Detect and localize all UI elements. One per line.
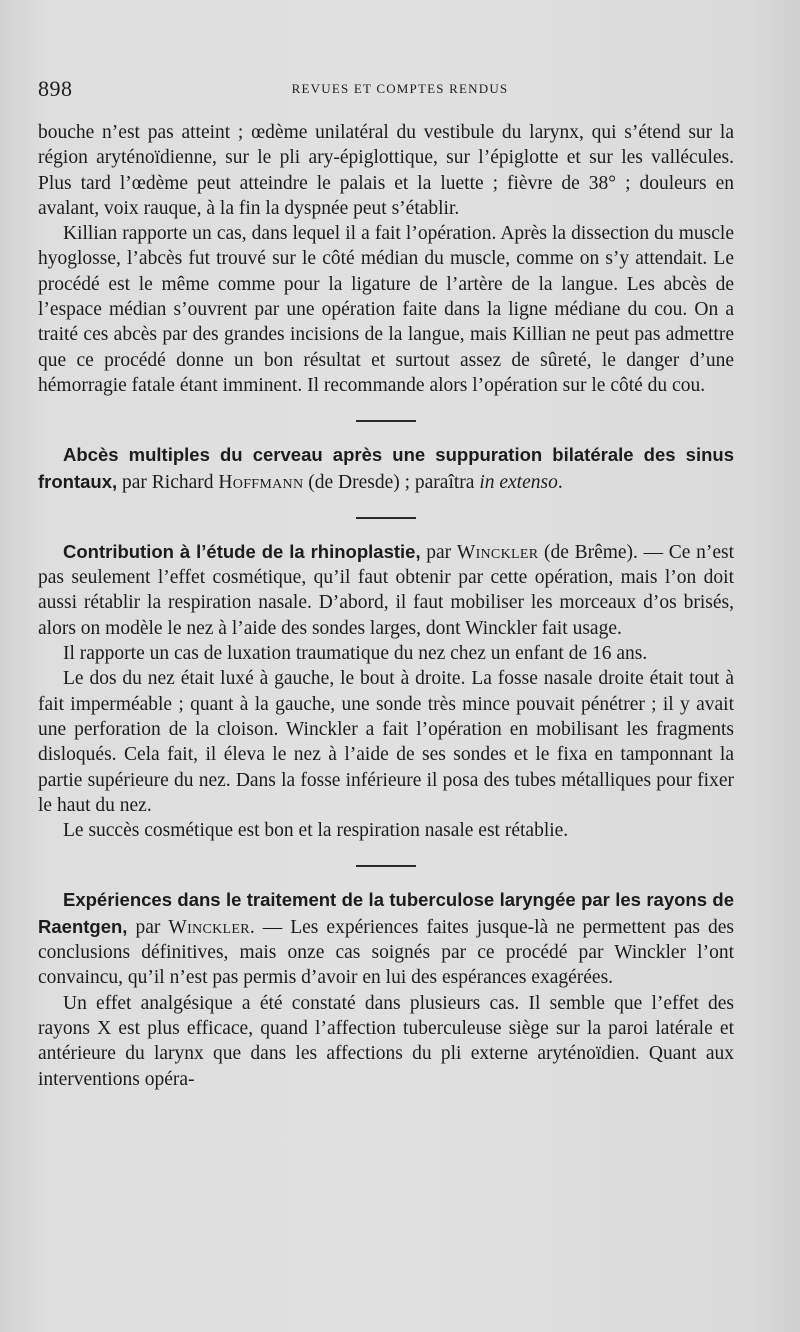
- author-name: Winckler: [456, 541, 539, 563]
- article-body: [38, 120, 734, 1092]
- paragraph-killian-continued: bouche n’est pas atteint ; œdème unilatéral du vestibule du larynx, qui s’étend sur la région aryténoïdienne, sur le pli ary-épiglottique, sur l’épiglotte et sur les vallécules. Plus tard l’œdème peut atteindre le palais et la luette ; fièvre de 38° ; douleurs en avalant, voix rauque, à la fin la dyspnée peut s’établir.: [38, 122, 734, 219]
- paragraph-analgesic-effect: Un effet analgésique a été constaté dans plusieurs cas. Il semble que l’effet des rayons X est plus efficace, quand l’affection tuberculeuse siège sur la paroi latérale et antérieure du larynx que dans les affections du pli externe aryténoïdien. Quant aux interventions opéra-: [38, 992, 734, 1090]
- entry-rhinoplastie: Contribution à l’étude de la rhinoplastie, par Winckler (de Brême). — Ce n’est pas seulement l’effet cosmétique, qu’il faut obtenir par cette opération, mais l’on doit aussi rétablir la respiration nasale. D’abord, il faut mobiliser les morceaux d’os brisés, alors on modèle le nez à l’aide des sondes larges, dont Winckler fait usage.: [38, 540, 735, 639]
- paragraph-killian-operation: Killian rapporte un cas, dans lequel il a fait l’opération. Après la dissection du muscle hyoglosse, l’abcès fut trouvé sur le côté médian du muscle, comme on s’y attendait. Le procédé est le même comme pour la ligature de l’artère de la langue. Les abcès de l’espace médian s’ouvrent par une opération faite dans la ligne médiane du cou. On a traité ces abcès par des grandes incisions de la langue, mais Killian ne peut pas admettre que ce procédé donne un bon résultat et surtout assez de sûreté, le danger d’une hémorragie fatale étant imminent. Il recommande alors l’opération sur le côté du cou.: [38, 223, 734, 396]
- page-number: 898: [38, 76, 73, 101]
- entry-roentgen: Expériences dans le traitement de la tuberculose laryngée par les rayons de Raentgen, par Winckler. — Les expériences faites jusque-là ne permettent pas des conclusions définitives, mais onze cas soignés par ce procédé par Winckler l’ont convaincu, qu’il n’est pas permis d’avoir en lui des espérances exagérées.: [38, 889, 734, 989]
- paragraph-luxation-case: Il rapporte un cas de luxation traumatique du nez chez un enfant de 16 ans.: [63, 643, 648, 665]
- entry-title: Contribution à l’étude de la rhinoplastie,: [63, 540, 421, 562]
- entry-title: Abcès multiples du cerveau après une suppuration bilatérale des sinus frontaux,: [38, 444, 734, 492]
- page-header: [38, 76, 762, 102]
- author-name: Winckler: [168, 916, 250, 938]
- entry-hoffmann: Abcès multiples du cerveau après une suppuration bilatérale des sinus frontaux, par Richard Hoffmann (de Dresde) ; paraîtra in extenso.: [38, 444, 734, 493]
- entry-title: Expériences dans le traitement de la tuberculose laryngée par les rayons de Raentgen,: [38, 889, 734, 937]
- author-name: Hoffmann: [218, 471, 304, 493]
- paragraph-nose-description: Le dos du nez était luxé à gauche, le bout à droite. La fosse nasale droite était tout à fait imperméable ; quant à la gauche, une sonde très mince pouvait pénétrer ; il y avait une perforation de la cloison. Winckler a fait l’opération en mobilisant les fragments disloqués. Cela fait, il éleva le nez à l’aide de ses sondes et le fixa en tamponnant la partie supérieure du nez. Dans la fosse inférieure il posa des tubes métalliques pour fixer le haut du nez.: [38, 668, 734, 816]
- paragraph-result: Le succès cosmétique est bon et la respiration nasale est rétablie.: [63, 820, 569, 842]
- running-head: REVUES ET COMPTES RENDUS: [291, 81, 509, 96]
